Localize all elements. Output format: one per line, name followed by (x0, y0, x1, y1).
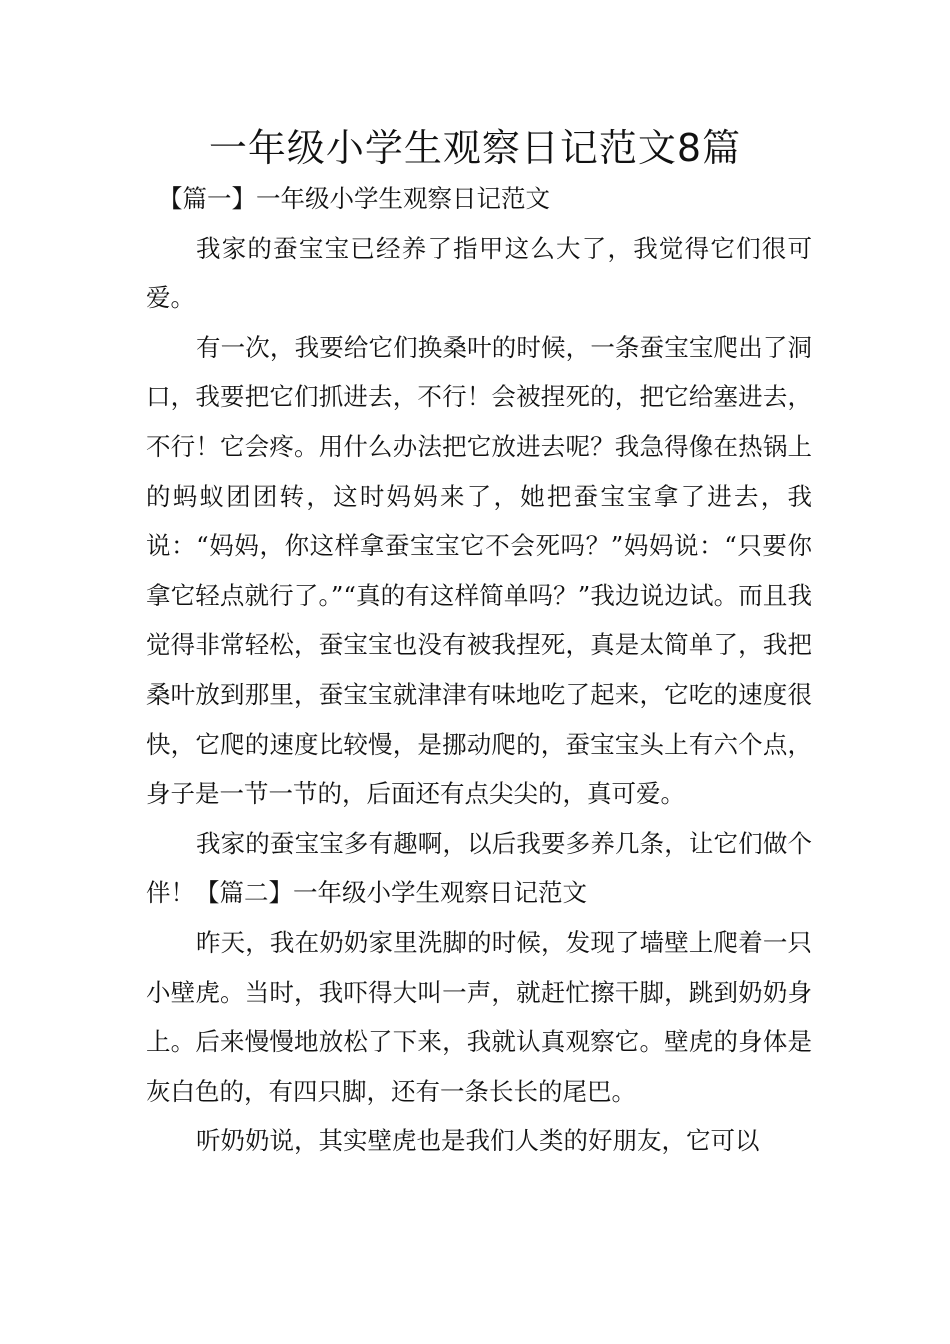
section-heading: 【篇一】一年级小学生观察日记范文 (158, 184, 550, 213)
paragraph: 我家的蚕宝宝已经养了指甲这么大了，我觉得它们很可爱。 (146, 233, 812, 313)
document-title: 一年级小学生观察日记范文8篇 (208, 126, 742, 170)
paragraph: 有一次，我要给它们换桑叶的时候，一条蚕宝宝爬出了洞口，我要把它们抓进去，不行！会被捏死的，把它给塞进去，不行！它会疼。用什么办法把它放进去呢？我急得像在热锅上的蚂蚁团团转，这时妈妈来了，她把蚕宝宝拿了进去，我说：“妈妈，你这样拿蚕宝宝它不会死吗？”妈妈说：“只要你拿它轻点就行了。”“真的有这样简单吗？”我边说边试。而且我觉得非常轻松，蚕宝宝也没有被我捏死，真是太简单了，我把桑叶放到那里，蚕宝宝就津津有味地吃了起来，它吃的速度很快，它爬的速度比较慢，是挪动爬的，蚕宝宝头上有六个点，身子是一节一节的，后面还有点尖尖的，真可爱。 (146, 332, 812, 809)
paragraph: 听奶奶说，其实壁虎也是我们人类的好朋友，它可以 (196, 1126, 760, 1156)
document-body (146, 174, 812, 1166)
paragraph: 我家的蚕宝宝多有趣啊，以后我要多养几条，让它们做个伴！【篇二】一年级小学生观察日记范文 (146, 828, 812, 908)
paragraph: 昨天，我在奶奶家里洗脚的时候，发现了墙壁上爬着一只小壁虎。当时，我吓得大叫一声，就赶忙擦干脚，跳到奶奶身上。后来慢慢地放松了下来，我就认真观察它。壁虎的身体是灰白色的，有四只脚，还有一条长长的尾巴。 (146, 927, 812, 1106)
